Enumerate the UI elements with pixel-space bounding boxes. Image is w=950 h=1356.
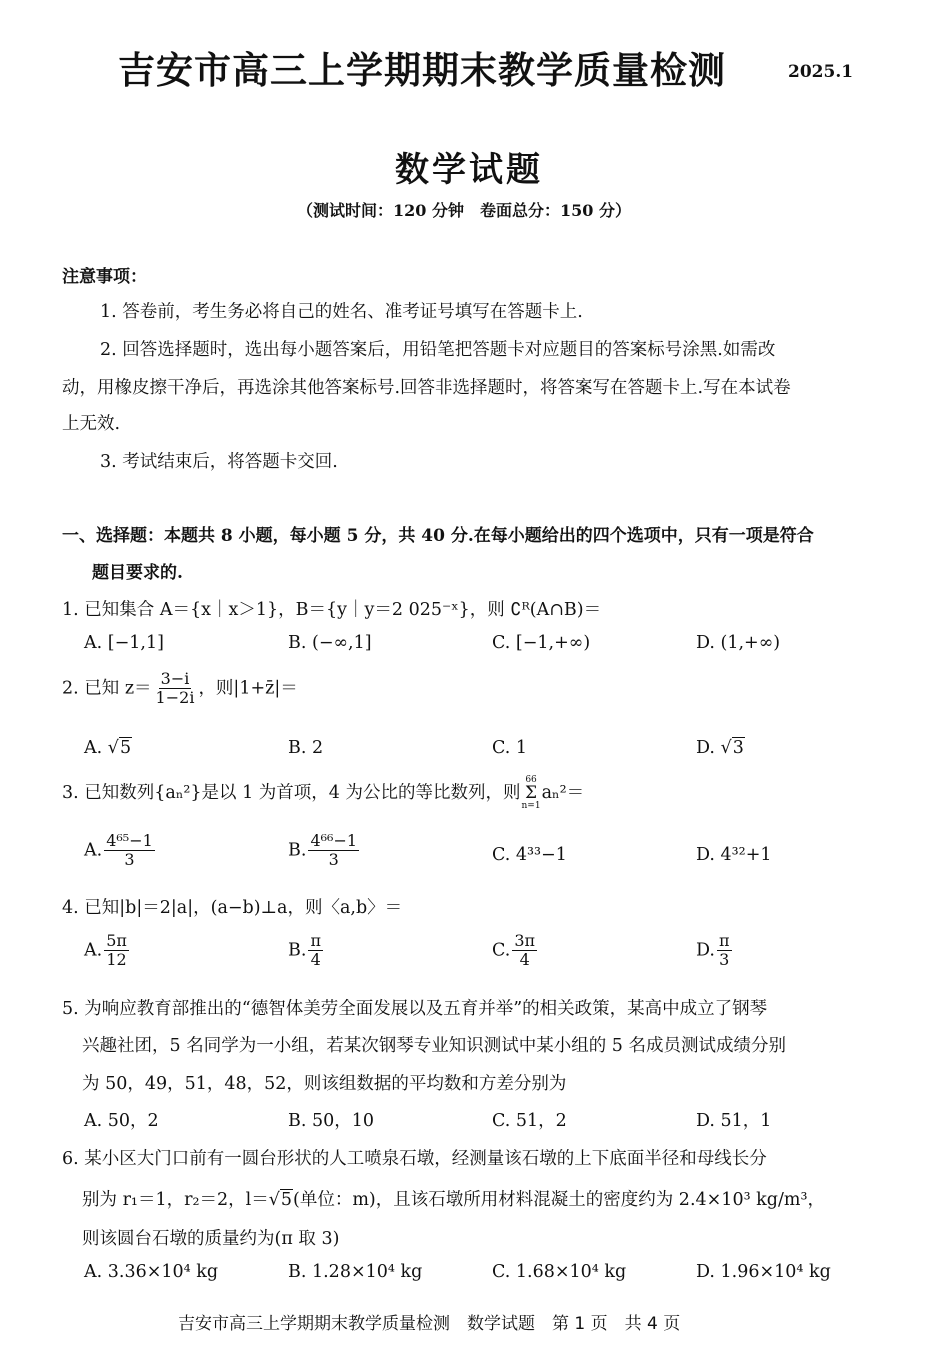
subject-title: 数学试题	[395, 150, 543, 190]
summation	[522, 776, 541, 811]
fraction-numerator: 4⁶⁵−1	[106, 831, 153, 850]
question-5-line1: 5. 为响应教育部推出的“德智体美劳全面发展以及五育并举”的相关政策，某高中成立了钢琴	[62, 999, 768, 1019]
question-6-option-a: A. 3.36×10⁴ kg	[84, 1262, 219, 1282]
option-label: D.	[696, 738, 715, 758]
question-2-stem	[62, 670, 298, 708]
fraction-denominator: 12	[106, 950, 127, 970]
question-6-option-d: D. 1.96×10⁴ kg	[696, 1262, 831, 1282]
fraction-denominator: 3	[124, 850, 135, 870]
question-4-option-c	[492, 932, 539, 970]
question-6-line2-end: (单位：m)，且该石墩所用材料混凝土的密度约为 2.4×10³ kg/m³，	[293, 1190, 825, 1210]
option-label: B.	[288, 840, 307, 861]
fraction-denominator: 4	[519, 950, 530, 970]
question-5-option-c: C. 51，2	[492, 1111, 567, 1131]
question-5-line3: 为 50，49，51，48，52，则该组数据的平均数和方差分别为	[82, 1074, 567, 1094]
question-6-line3: 则该圆台石墩的质量约为(π 取 3)	[82, 1229, 340, 1249]
question-6-line2-start: 别为 r₁＝1，r₂＝2，l＝	[82, 1190, 269, 1210]
question-3-suffix: aₙ²＝	[541, 783, 585, 803]
page-footer: 吉安市高三上学期期末教学质量检测 数学试题 第 1 页 共 4 页	[178, 1314, 681, 1334]
question-5-option-a: A. 50，2	[84, 1111, 159, 1131]
question-4-option-a	[84, 932, 131, 970]
option-fraction	[104, 832, 155, 870]
question-3-stem	[62, 776, 584, 811]
question-6-option-c: C. 1.68×10⁴ kg	[492, 1262, 627, 1282]
note-item-2-line1: 2. 回答选择题时，选出每小题答案后，用铅笔把答题卡对应题目的答案标号涂黑.如需改	[100, 340, 776, 360]
question-6-line2	[82, 1186, 825, 1211]
question-2-option-a	[84, 738, 132, 758]
sqrt-expression: √5	[268, 1190, 292, 1210]
option-label: C.	[492, 940, 511, 961]
question-1-option-d: D. (1,+∞)	[696, 633, 781, 653]
sqrt-expression: √3	[720, 738, 744, 758]
question-3-option-d: D. 4³²+1	[696, 845, 772, 865]
radicand: 5	[280, 1190, 292, 1210]
note-item-3: 3. 考试结束后，将答题卡交回.	[100, 452, 338, 472]
question-5-line2: 兴趣社团，5 名同学为一小组，若某次钢琴专业知识测试中某小组的 5 名成员测试成绩分别	[82, 1036, 786, 1056]
question-3-option-b	[288, 832, 361, 870]
question-1-stem: 1. 已知集合 A＝{x｜x＞1}，B＝{y｜y＝2 025⁻ˣ}，则 ∁ᴿ(A∩B)＝	[62, 600, 602, 620]
question-6-line1: 6. 某小区大门口前有一圆台形状的人工喷泉石墩，经测量该石墩的上下底面半径和母线长分	[62, 1149, 767, 1169]
notes-heading: 注意事项：	[62, 267, 147, 287]
question-2-option-c: C. 1	[492, 738, 528, 758]
fraction-numerator: π	[310, 931, 321, 950]
question-2-fraction	[154, 670, 197, 708]
fraction-numerator: 4⁶⁶−1	[310, 831, 358, 850]
fraction-numerator: 3−i	[160, 669, 190, 688]
exam-date: 2025.1	[788, 62, 854, 82]
question-2-prefix: 2. 已知 z＝	[62, 678, 152, 699]
fraction-numerator: 5π	[106, 931, 127, 950]
fraction-denominator: 3	[328, 850, 339, 870]
question-3-option-a	[84, 832, 157, 870]
option-label: D.	[696, 940, 715, 961]
option-fraction	[308, 932, 323, 970]
fraction-denominator: 3	[719, 950, 730, 970]
option-label: B.	[288, 940, 307, 961]
question-4-stem: 4. 已知|b|＝2|a|，(a−b)⊥a，则〈a,b〉＝	[62, 898, 403, 918]
question-4-option-b	[288, 932, 325, 970]
note-item-2-line3: 上无效.	[62, 414, 121, 434]
question-3-option-c: C. 4³³−1	[492, 845, 567, 865]
question-5-option-b: B. 50，10	[288, 1111, 375, 1131]
radicand: 3	[732, 738, 744, 758]
section-heading-line1: 一、选择题：本题共 8 小题，每小题 5 分，共 40 分.在每小题给出的四个选项中，只有一项是符合	[62, 526, 814, 546]
fraction-denominator: 4	[310, 950, 321, 970]
fraction-numerator: π	[718, 931, 730, 950]
sum-upper-limit: 66	[525, 775, 537, 785]
question-3-prefix: 3. 已知数列{aₙ²}是以 1 为首项，4 为公比的等比数列，则	[62, 783, 521, 803]
question-5-option-d: D. 51，1	[696, 1111, 772, 1131]
note-item-2-line2: 动，用橡皮擦干净后，再选涂其他答案标号.回答非选择题时，将答案写在答题卡上.写在本试卷	[62, 378, 791, 398]
exam-meta: （测试时间：120 分钟 卷面总分：150 分）	[297, 201, 631, 220]
sum-lower-limit: n=1	[521, 801, 541, 811]
fraction-numerator: 3π	[514, 931, 536, 950]
option-label: A.	[84, 738, 103, 758]
question-2-option-b: B. 2	[288, 738, 324, 758]
option-label: A.	[84, 840, 103, 861]
question-2-suffix: ，则|1+z̄|＝	[198, 678, 298, 699]
radicand: 5	[119, 738, 132, 758]
section-heading-line2: 题目要求的.	[92, 563, 183, 583]
question-6-option-b: B. 1.28×10⁴ kg	[288, 1262, 423, 1282]
sqrt-expression: √5	[107, 738, 132, 758]
option-label: A.	[84, 940, 103, 961]
exam-title: 吉安市高三上学期期末教学质量检测	[118, 49, 726, 92]
option-fraction	[512, 932, 537, 970]
question-1-option-c: C. [−1,+∞)	[492, 633, 591, 653]
question-1-option-b: B. (−∞,1]	[288, 633, 372, 653]
question-1-option-a: A. [−1,1]	[84, 633, 164, 653]
option-fraction	[308, 832, 359, 870]
sigma-symbol: Σ	[525, 783, 538, 803]
question-4-option-d	[696, 932, 734, 970]
option-fraction	[104, 932, 129, 970]
option-fraction	[717, 932, 732, 970]
question-2-option-d	[696, 738, 745, 758]
fraction-denominator: 1−2i	[155, 688, 195, 708]
note-item-1: 1. 答卷前，考生务必将自己的姓名、准考证号填写在答题卡上.	[100, 302, 583, 322]
